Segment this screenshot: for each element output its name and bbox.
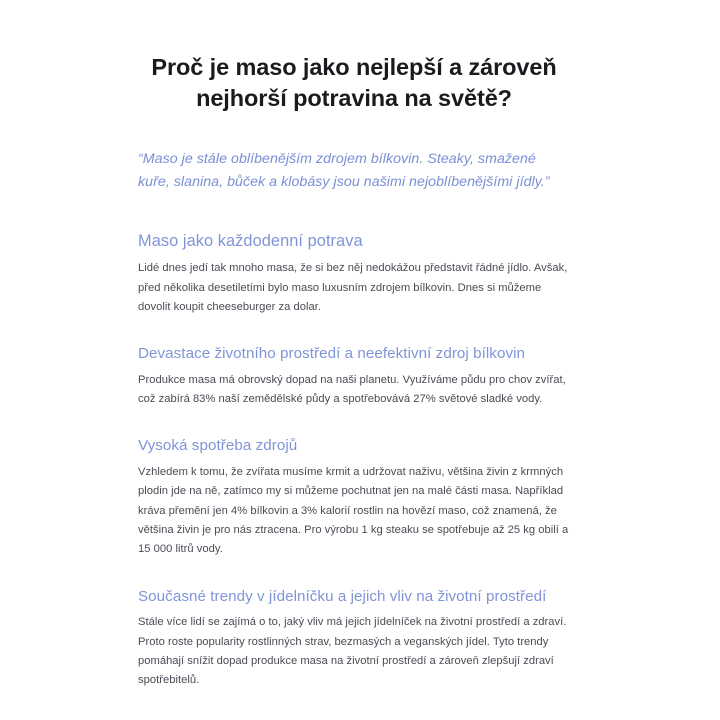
section-soucasne-trendy-v-jidelnicku	[138, 560, 570, 691]
section-body: Vzhledem k tomu, že zvířata musíme krmit a udržovat naživu, většina živin z krmných plodin jde na ně, zatímco my si můžeme pochutnat jen na malé části masa. Například kráva přemění jen 4% bílkovin a 3% kalorií rostlin na hovězí maso, což znamená, že většina živin je pro nás ztracena. Pro výrobu 1 kg steaku se spotřebuje až 25 kg obilí a 15 000 litrů vody.	[138, 466, 569, 556]
section-heading: Devastace životního prostředí a neefektivní zdroj bílkovin	[138, 345, 526, 363]
document-content-column	[138, 0, 570, 690]
pull-quote: “Maso je stále oblíbenějším zdrojem bílkovin. Steaky, smažené kuře, slanina, bůček a klobásy jsou našimi nejoblíbenějšími jídly.”	[138, 151, 550, 191]
page-title: Proč je maso jako nejlepší a zároveň nejhorší potravina na světě?	[151, 54, 557, 112]
section-devastace-zivotniho-prostredi	[138, 317, 570, 409]
section-body: Stále více lidí se zajímá o to, jaký vliv má jejich jídelníček na životní prostředí a zdraví. Proto roste popularity rostlinných strav, bezmasých a veganských jídel. Tyto trendy pomáhají snížit dopad produkce masa na životní prostředí a zároveň zlepšují zdraví spotřebitelů.	[138, 616, 567, 687]
section-vysoka-spotreba-zdroju	[138, 409, 570, 559]
section-heading: Vysoká spotřeba zdrojů	[138, 437, 298, 455]
section-heading: Současné trendy v jídelníčku a jejich vliv na životní prostředí	[138, 587, 547, 605]
section-maso-jako-kazdodenni-potrava	[138, 194, 570, 317]
section-body: Produkce masa má obrovský dopad na naši planetu. Využíváme půdu pro chov zvířat, což zabírá 83% naší zemědělské půdy a spotřebovává 27% světové sladké vody.	[138, 373, 566, 406]
section-heading: Maso jako každodenní potrava	[138, 232, 363, 251]
section-body: Lidé dnes jedí tak mnoho masa, že si bez něj nedokážou představit řádné jídlo. Avšak, před několika desetiletími bylo maso luxusním zdrojem bílkovin. Dnes si můžeme dovolit koupit cheeseburger za dolar.	[138, 262, 568, 313]
